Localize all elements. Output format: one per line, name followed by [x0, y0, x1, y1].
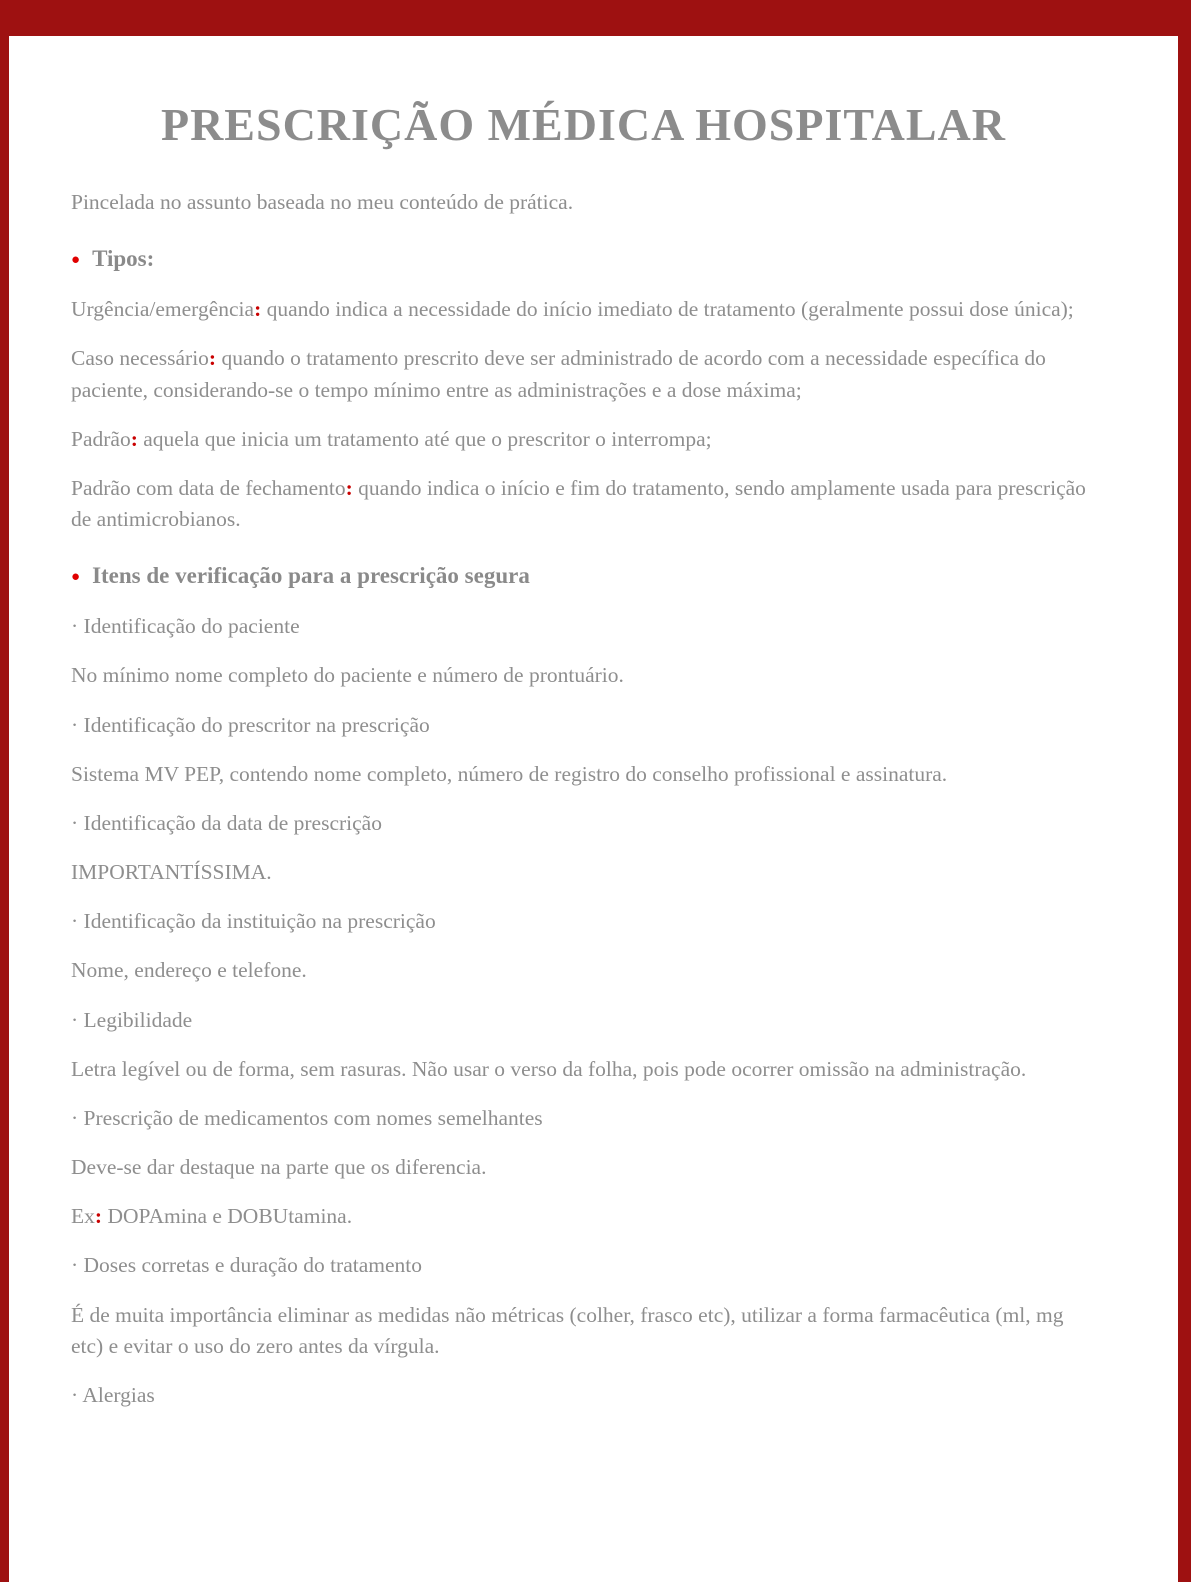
paragraph-urgencia: [71, 294, 1096, 325]
paragraph-text: quando o tratamento prescrito deve ser administrado de acordo com a necessidade específica do paciente, considerando-se o tempo mínimo entre as administrações e a dose máxima;: [71, 346, 1046, 402]
item-label-instituicao: · Identificação da instituição na prescrição: [71, 909, 436, 934]
item-detail-nomes-semelhantes: Deve-se dar destaque na parte que os diferencia.: [71, 1155, 487, 1180]
paragraph-padrao-fechamento: [71, 473, 1096, 535]
intro-paragraph: Pincelada no assunto baseada no meu conteúdo de prática.: [71, 190, 574, 214]
item-detail-instituicao: Nome, endereço e telefone.: [71, 958, 307, 983]
item-detail-doses: É de muita importância eliminar as medidas não métricas (colher, frasco etc), utilizar a forma farmacêutica (ml, mg etc) e evitar o uso do zero antes da vírgula.: [71, 1302, 1064, 1358]
red-colon: :: [94, 1204, 103, 1229]
item-detail-prescritor: Sistema MV PEP, contendo nome completo, número de registro do conselho profissional e assinatura.: [71, 761, 948, 786]
document-body: [9, 36, 1178, 1459]
paragraph-text: quando indica o início e fim do tratamento, sendo amplamente usada para prescrição de antimicrobianos.: [71, 475, 1086, 532]
section-heading-itens: [71, 563, 1096, 589]
paragraph-lead: Urgência/emergência: [71, 297, 255, 322]
red-colon: :: [208, 346, 217, 371]
section-heading-label: Itens de verificação para a prescrição segura: [92, 563, 530, 589]
paragraph-lead: Ex: [71, 1204, 95, 1229]
item-label-paciente: · Identificação do paciente: [71, 614, 300, 639]
item-label-legibilidade: · Legibilidade: [71, 1007, 193, 1032]
item-label-nomes-semelhantes: · Prescrição de medicamentos com nomes semelhantes: [71, 1105, 543, 1130]
paragraph-lead: Padrão: [71, 426, 131, 451]
item-detail-legibilidade: Letra legível ou de forma, sem rasuras. Não usar o verso da folha, pois pode ocorrer omissão na administração.: [71, 1056, 1027, 1081]
item-detail-data: IMPORTANTÍSSIMA.: [71, 860, 272, 885]
paragraph-caso-necessario: [71, 343, 1096, 405]
red-colon: :: [130, 426, 138, 451]
item-label-data: · Identificação da data de prescrição: [71, 810, 382, 835]
paragraph-lead: Caso necessário: [71, 346, 209, 371]
paragraph-padrao: [71, 424, 1096, 455]
red-colon: :: [254, 297, 262, 322]
red-bullet-icon: ●: [71, 251, 81, 268]
item-label-prescritor: · Identificação do prescritor na prescrição: [71, 712, 430, 737]
top-border-bar: [9, 0, 1178, 36]
item-label-doses: · Doses corretas e duração do tratamento: [71, 1253, 423, 1278]
red-bullet-icon: ●: [71, 568, 81, 585]
item-detail-paciente: No mínimo nome completo do paciente e número de prontuário.: [71, 663, 624, 688]
paragraph-lead: Padrão com data de fechamento: [71, 475, 346, 500]
page-title: PRESCRIÇÃO MÉDICA HOSPITALAR: [160, 99, 1007, 150]
paragraph-exemplo: [71, 1201, 1096, 1232]
red-colon: :: [345, 475, 353, 500]
section-heading-label: Tipos:: [92, 246, 155, 272]
paragraph-text: DOPAmina e DOBUtamina.: [102, 1204, 353, 1229]
item-label-alergias: · Alergias: [71, 1382, 155, 1407]
paragraph-text: aquela que inicia um tratamento até que o prescritor o interrompa;: [137, 426, 712, 451]
section-heading-tipos: [71, 246, 1096, 272]
paragraph-text: quando indica a necessidade do início imediato de tratamento (geralmente possui dose única);: [261, 297, 1074, 322]
